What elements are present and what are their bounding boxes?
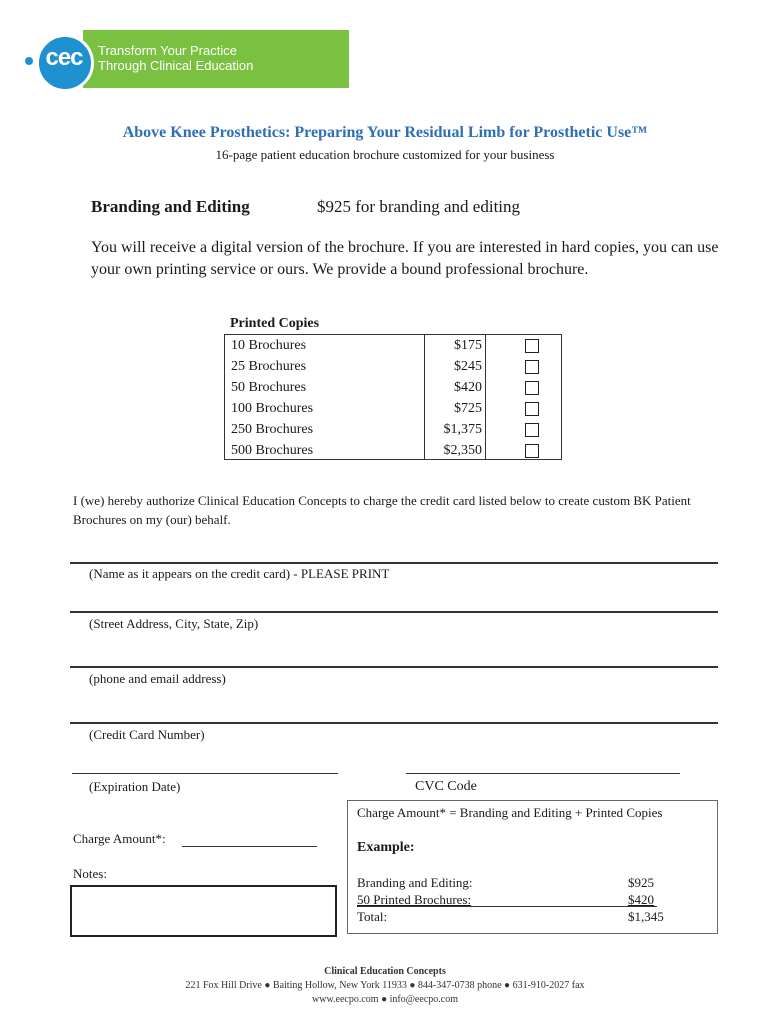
logo-mark: cec xyxy=(45,44,83,71)
address-field-label: (Street Address, City, State, Zip) xyxy=(89,616,259,631)
cvc-field-label: CVC Code xyxy=(415,779,477,794)
printed-copies-title: Printed Copies xyxy=(230,316,320,331)
row-checkbox[interactable] xyxy=(525,444,539,458)
row-label: 100 Brochures xyxy=(231,401,314,416)
row-label: 50 Brochures xyxy=(231,380,307,395)
expiration-field-label: (Expiration Date) xyxy=(89,779,181,794)
row-price: $2,350 xyxy=(443,443,482,458)
row-checkbox[interactable] xyxy=(525,381,539,395)
footer-web: www.eecpo.com ● info@eecpo.com xyxy=(312,994,458,1005)
table-divider xyxy=(424,334,486,460)
footer-company: Clinical Education Concepts xyxy=(324,966,446,977)
authorization-text: I (we) hereby authorize Clinical Education Concepts to charge the credit card listed below to create custom BK Patient Brochures on my (our) behalf. xyxy=(73,493,691,527)
example-label: Example: xyxy=(357,840,415,855)
charge-amount-label: Charge Amount*: xyxy=(73,831,166,846)
name-field-label: (Name as it appears on the credit card) - PLEASE PRINT xyxy=(89,566,390,581)
row-label: 10 Brochures xyxy=(231,338,307,353)
branding-heading: Branding and Editing xyxy=(91,197,250,216)
row-price: $1,375 xyxy=(443,422,482,437)
card-number-field-label: (Credit Card Number) xyxy=(89,727,205,742)
card-number-line[interactable] xyxy=(70,722,718,724)
row-checkbox[interactable] xyxy=(525,423,539,437)
example-row-value: $420 xyxy=(628,892,654,907)
logo-tagline-line2: Through Clinical Education xyxy=(98,58,254,73)
example-row-label: 50 Printed Brochures: xyxy=(357,892,472,907)
cvc-line[interactable] xyxy=(406,773,680,774)
logo-dot xyxy=(25,57,33,65)
logo-tagline-line1: Transform Your Practice xyxy=(98,43,237,58)
contact-line[interactable] xyxy=(70,666,718,668)
formula-text: Charge Amount* = Branding and Editing + Printed Copies xyxy=(357,805,663,820)
example-row-label: Branding and Editing: xyxy=(357,875,473,890)
example-divider xyxy=(357,906,657,907)
page-subtitle: 16-page patient education brochure customized for your business xyxy=(215,147,555,162)
row-price: $420 xyxy=(454,380,482,395)
charge-amount-line[interactable] xyxy=(182,846,317,847)
name-line[interactable] xyxy=(70,562,718,564)
footer-address: 221 Fox Hill Drive ● Baiting Hollow, New York 11933 ● 844-347-0738 phone ● 631-910-2027 fax xyxy=(185,980,585,991)
expiration-line[interactable] xyxy=(72,773,338,774)
row-label: 25 Brochures xyxy=(231,359,307,374)
row-checkbox[interactable] xyxy=(525,339,539,353)
row-price: $245 xyxy=(454,359,482,374)
row-label: 500 Brochures xyxy=(231,443,314,458)
example-row-value: $1,345 xyxy=(628,909,664,924)
address-line[interactable] xyxy=(70,611,718,613)
notes-label: Notes: xyxy=(73,866,107,881)
row-price: $725 xyxy=(454,401,482,416)
page-title: Above Knee Prosthetics: Preparing Your Residual Limb for Prosthetic Use™ xyxy=(122,124,648,141)
row-price: $175 xyxy=(454,338,482,353)
row-checkbox[interactable] xyxy=(525,360,539,374)
row-label: 250 Brochures xyxy=(231,422,314,437)
branding-price: $925 for branding and editing xyxy=(317,197,521,216)
row-checkbox[interactable] xyxy=(525,402,539,416)
example-row-value: $925 xyxy=(628,875,654,890)
notes-box[interactable] xyxy=(70,885,337,937)
logo-tagline xyxy=(98,43,253,73)
branding-description: You will receive a digital version of the brochure. If you are interested in hard copies, you can use your own printing service or ours. We provide a bound professional brochure. xyxy=(91,239,719,278)
contact-field-label: (phone and email address) xyxy=(89,671,226,686)
example-row-label: Total: xyxy=(357,909,388,924)
